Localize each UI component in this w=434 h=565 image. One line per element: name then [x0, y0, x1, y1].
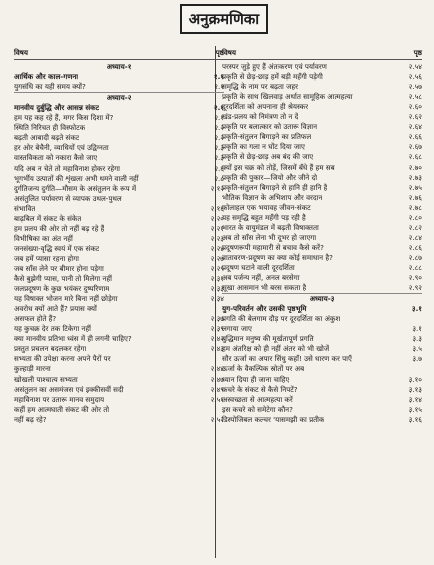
toc-entry: [14, 334, 224, 344]
entry-page: २.३३: [210, 284, 224, 294]
toc-entry: [222, 102, 422, 112]
toc-entry: [14, 274, 224, 284]
entry-page: २.४२: [210, 334, 224, 344]
toc-entry: [14, 164, 224, 174]
entry-page: २.२७: [210, 253, 224, 263]
entry-page: २.६७: [408, 142, 422, 152]
entry-title: बढ़ती आबादी बढ़ते संकट: [14, 133, 80, 143]
entry-title: प्रकृति से छेड़-छाड़ हमें बड़ी महँगी पड़ेगी: [222, 72, 323, 82]
toc-entry: [222, 62, 422, 72]
chapter-heading: [222, 294, 422, 304]
entry-title: वास्तविकता को नकारा कैसे जाए: [14, 153, 98, 163]
toc-entry: [222, 233, 422, 243]
toc-entry: [14, 133, 224, 143]
entry-title: जब साँस लेने पर बीमार होना पड़ेगा: [14, 263, 104, 273]
entry-page: २.३१: [210, 274, 224, 284]
toc-entry: [222, 152, 422, 162]
entry-page: २.७५: [408, 182, 422, 192]
entry-title: कोलाहल एक भयावह जीवन-संकट: [222, 202, 311, 212]
entry-page: २.६६: [408, 132, 422, 142]
entry-page: २.६: [214, 163, 224, 173]
entry-title: अब पर्जन्य नहीं, अनल बरसेगा: [222, 273, 300, 283]
entry-page: २.४४: [210, 364, 224, 374]
entry-title: यह समृद्धि बहुत महँगी पड़ रही है: [222, 212, 306, 222]
entry-title: स्थिति निरिचत ही विस्फोटक: [14, 123, 86, 133]
entry-title: प्रकृति के साथ खिलवाड़ अर्थात सामूहिक आत्महत्या: [222, 92, 353, 102]
entry-page: २.२४: [210, 243, 224, 253]
toc-entry: [14, 375, 224, 385]
entry-page: २.८०: [408, 212, 422, 222]
entry-title: क्यों इस चक्र को तोड़ें, जिसमें बँधे हैं हम सब: [222, 162, 335, 172]
entry-page: २.३: [214, 143, 224, 153]
toc-entry: [14, 194, 224, 204]
entry-page: २.१: [214, 113, 224, 123]
toc-entry: [222, 173, 422, 183]
entry-title: अवरोध क्यों आते हैं? प्रयास क्यों: [14, 304, 97, 314]
toc-entry: [222, 324, 422, 334]
entry-title: भौतिक विज्ञान के अभिशाप और वरदान: [222, 192, 323, 202]
entry-page: [419, 364, 422, 374]
entry-page: २.९२: [408, 283, 422, 293]
toc-entry: [14, 405, 224, 415]
entry-title: महाविनाश पर उतारू मानव समुदाय: [14, 394, 105, 404]
entry-title: प्रकृति से छेड़-छाड़ अब बंद की जाए: [222, 152, 314, 162]
entry-title: भूगर्भीय उत्पातों की शृंखला अभी थमने वाली नहीं: [14, 173, 139, 183]
entry-page: २.३९: [210, 324, 224, 334]
toc-entry: [14, 103, 224, 113]
entry-page: २.२३: [210, 233, 224, 243]
entry-title: कचरे के संकट से कैसे निपटें?: [222, 384, 298, 394]
toc-entry: [222, 122, 422, 132]
entry-page: २.२१: [210, 223, 224, 233]
page-title: अनुक्रमणिका: [180, 4, 268, 34]
entry-title: डिस्पोजिबल कल्चर 'यासमझी का प्रतीक: [222, 414, 325, 424]
toc-entry: [14, 254, 224, 264]
toc-entry: [222, 283, 422, 294]
entry-page: २.२०: [210, 213, 224, 223]
toc-entry: [14, 72, 224, 82]
entry-page: २.८४: [408, 232, 422, 242]
toc-entry: [222, 183, 422, 193]
entry-title: युगसंधि का यही समय क्यों?: [14, 82, 86, 92]
entry-page: ३.५: [412, 344, 422, 354]
toc-entry: [14, 324, 224, 334]
entry-title: कुल्हाड़ी मारना: [14, 364, 51, 374]
toc-right-column: [222, 48, 422, 425]
page-header: पृष्ठ: [215, 48, 224, 57]
toc-entry: [14, 364, 224, 374]
toc-entry: [14, 244, 224, 254]
toc-entry: [14, 314, 224, 324]
subject-header: विषय: [222, 48, 236, 57]
toc-entry: [14, 344, 224, 354]
entry-title: खंड-प्रलय को निमंत्रण तो न दें: [222, 112, 299, 122]
entry-page: ३.३: [412, 334, 422, 344]
toc-entry: [222, 142, 422, 152]
entry-page: २.७६: [408, 192, 422, 202]
toc-entry: [14, 184, 224, 194]
toc-entry: [14, 214, 224, 224]
toc-entry: [222, 364, 422, 374]
toc-entry: [222, 354, 422, 364]
entry-page: २.६२: [408, 112, 422, 122]
entry-title: खोखली पाश्चात्य सभ्यता: [14, 374, 78, 384]
entry-title: समृद्धि के नाम पर बढ़ता जहर: [222, 82, 299, 92]
entry-page: ३.१४: [408, 394, 422, 404]
toc-entry: [14, 284, 224, 294]
toc-entry: [222, 92, 422, 102]
entry-page: २.४७: [210, 374, 224, 384]
toc-entry: [222, 203, 422, 213]
entry-title: ध्यान दिया ही जाना चाहिए: [222, 374, 290, 384]
toc-entry: [222, 223, 422, 233]
entry-title: सौर ऊर्जा का अपार सिंधु कहाँ! उसे धारण कर पाएँ: [222, 354, 352, 364]
entry-title: यह कुचक्र देर तक टिकेगा नहीं: [14, 324, 91, 334]
entry-page: ३.१६: [408, 414, 422, 424]
entry-title: भारत के वायुमंडल में बढ़ती विषाक्तता: [222, 222, 319, 232]
entry-title: बाढ़बिल में संकट के संकेत: [14, 213, 82, 223]
toc-entry: [222, 344, 422, 354]
toc-entry: [222, 385, 422, 395]
entry-title: आर्थिक और काल-गणना: [14, 72, 79, 82]
toc-left-column: [14, 48, 224, 425]
entry-page: ३.१३: [408, 384, 422, 394]
entry-page: २.८२: [408, 222, 422, 232]
entry-title: कहीं हम आत्मघाती संकट की ओर तो: [14, 404, 110, 414]
entry-title: नहीं बढ़ रहे?: [14, 414, 47, 424]
toc-entry: [222, 253, 422, 263]
entry-page: २.८८: [408, 262, 422, 272]
entry-title: दुर्गतिजन्य दुर्गति—मौसम के असंतुलन के रूप में: [14, 183, 137, 193]
entry-page: २.५२: [210, 414, 224, 424]
entry-page: २.३४: [210, 294, 224, 304]
toc-entry: [14, 224, 224, 234]
toc-entry: [222, 273, 422, 283]
entry-title: वातावरण-प्रदूषण का क्या कोई समाधान है?: [222, 252, 333, 262]
entry-title: लगाया जाए: [222, 324, 252, 334]
entry-title: प्रकृति की पुकार—जियो और जीने दो: [222, 172, 318, 182]
toc-entry: [14, 395, 224, 405]
toc-entry: [222, 263, 422, 273]
entry-page: २.६८: [408, 152, 422, 162]
entry-page: २.५१: [210, 394, 224, 404]
entry-page: २.५६: [408, 72, 422, 82]
entry-page: ३.७: [412, 354, 422, 364]
entry-title: ऊर्जा के वैकल्पिक स्रोतों पर अब: [222, 364, 305, 374]
entry-page: ३.१५: [408, 404, 422, 414]
entry-page: ३.१: [412, 324, 422, 334]
toc-entry: [14, 264, 224, 274]
entry-title: हर ओर बेचैनी, व्याधियों एवं उद्विग्नता: [14, 143, 109, 153]
right-column-header: [222, 48, 422, 60]
entry-page: २.१६: [210, 203, 224, 213]
entry-page: २.६४: [408, 122, 422, 132]
entry-title: प्रकृति का गला न घोंट दिया जाए: [222, 142, 305, 152]
entry-page: २.९०: [408, 273, 422, 283]
entry-page: २.५७: [408, 82, 422, 92]
entry-title: यदि अब न चेते तो महाविनाश होकर रहेगा: [14, 163, 121, 173]
toc-entry: [14, 113, 224, 123]
entry-title: जब हमें प्यासा रहना होगा: [14, 253, 79, 263]
entry-page: २.७०: [408, 162, 422, 172]
entry-page: २.१: [213, 103, 224, 113]
page-header: पृष्ठ: [413, 48, 422, 57]
entry-title: जलप्रदूषण के कुछ भयंकर दुष्परिणाम: [14, 284, 110, 294]
entry-title: असफल होते हैं?: [14, 314, 57, 324]
chapter-heading: [14, 93, 224, 103]
toc-entry: [14, 204, 224, 214]
toc-entry: [14, 123, 224, 133]
entry-page: २.४९: [210, 384, 224, 394]
toc-entry: [222, 72, 422, 82]
toc-entry: [14, 153, 224, 163]
toc-entry: [14, 143, 224, 153]
entry-page: २.३७: [210, 314, 224, 324]
entry-page: २.४३: [210, 344, 224, 354]
entry-page: २.८७: [408, 252, 422, 262]
entry-title: प्रकृति-संतुलन बिगाड़ने से हानि ही हानि है: [222, 182, 328, 192]
entry-title: दूरदर्शिता को अपनाना ही श्रेयस्कर: [222, 102, 309, 112]
toc-entry: [14, 354, 224, 364]
entry-title: यह विषाक्त भोजन मारे बिना नहीं छोड़ेगा: [14, 294, 118, 304]
entry-page: २.५८: [408, 92, 422, 102]
entry-title: अध्याय-१: [106, 62, 132, 72]
entry-page: २.६०: [408, 102, 422, 112]
entry-page: २.८६: [408, 242, 422, 252]
entry-page: [419, 314, 422, 324]
toc-entry: [222, 375, 422, 385]
toc-entry: [222, 132, 422, 142]
toc-entry: [14, 82, 224, 93]
entry-page: १.१: [213, 72, 224, 82]
entry-title: प्रकृति पर बलात्कार को उतारू विज्ञान: [222, 122, 318, 132]
entry-page: २.१२: [210, 183, 224, 193]
entry-title: हम अंतरिक्ष को ही नहीं अंतर को भी खोजें: [222, 344, 330, 354]
entry-title: हम यह कह रहे हैं, मगर किस दिशा में?: [14, 113, 114, 123]
chapter-heading: [14, 62, 224, 72]
entry-title: युग-परिवर्तन और उसकी पृष्ठभूमि: [222, 304, 307, 314]
toc-entry: [222, 395, 422, 405]
toc-entry: [222, 304, 422, 314]
entry-title: हम प्रलय की ओर तो नहीं बढ़ रहे हैं: [14, 223, 105, 233]
entry-title: सभ्यता की उपेक्षा करना अपने पैरों पर: [14, 354, 111, 364]
entry-title: प्रदूषण घटाने वाली दूरदर्शिता: [222, 262, 295, 272]
entry-title: संभावित: [14, 203, 36, 213]
toc-entry: [222, 405, 422, 415]
toc-entry: [222, 415, 422, 425]
entry-title: असंतुलित पर्यावरण से व्यापक उथल-पुथल: [14, 193, 122, 203]
entry-page: २.८: [214, 173, 224, 183]
toc-entry: [222, 163, 422, 173]
left-column-header: [14, 48, 224, 60]
subject-header: विषय: [14, 48, 28, 57]
entry-page: २.२: [214, 133, 224, 143]
entry-title: अध्याय-३: [309, 294, 335, 304]
entry-page: २.७३: [408, 172, 422, 182]
entry-title: क्या मानवीय प्रतिभा ध्वंस में ही लगनी चाहिए?: [14, 334, 132, 344]
toc-entry: [14, 294, 224, 304]
toc-entry: [222, 314, 422, 324]
entry-title: असंतुलन का असमंजस एवं इक्कीसवीं सदी: [14, 384, 124, 394]
entry-page: १.१: [214, 82, 224, 92]
toc-entry: [222, 193, 422, 203]
toc-entry: [222, 243, 422, 253]
entry-title: मानवीय दुर्बुद्धि और आसन्न संकट: [14, 103, 100, 113]
entry-title: अस्वच्छता से आत्महत्या करें: [222, 394, 293, 404]
toc-entry: [14, 415, 224, 425]
entry-title: प्रदूषणरूपी महामारी से बचाव कैसे करें?: [222, 242, 324, 252]
entry-title: अब तो साँस लेना भी दूभर हो जाएगा: [222, 232, 317, 242]
toc-entry: [14, 385, 224, 395]
toc-entry: [14, 174, 224, 184]
toc-entry: [222, 213, 422, 223]
entry-page: २.७८: [408, 202, 422, 212]
entry-title: जनसंख्या-वृद्धि स्वयं में एक संकट: [14, 243, 100, 253]
entry-title: सूखा आसमान भी बरस सकता है: [222, 283, 307, 293]
entry-page: ३.१: [411, 304, 422, 314]
entry-page: २.३: [214, 153, 224, 163]
toc-entry: [222, 334, 422, 344]
entry-page: २.२: [214, 123, 224, 133]
entry-title: इस कचरे को समेटेगा कौन?: [222, 404, 293, 414]
entry-title: प्रकृति-संतुलन बिगाड़ने का प्रतिफल: [222, 132, 312, 142]
entry-title: बुद्धिमान मनुष्य की मूर्खतापूर्ण प्रगति: [222, 334, 314, 344]
entry-page: २.२९: [210, 263, 224, 273]
entry-page: २.५४: [408, 62, 422, 72]
toc-entry: [14, 304, 224, 314]
toc-entry: [222, 82, 422, 92]
entry-title: प्रगति की बेलगाम दौड़ पर दूरदर्शिता का अंकुश: [222, 314, 341, 324]
entry-title: प्रस्तुत प्रचलन बदलकर रहेगा: [14, 344, 87, 354]
toc-entry: [222, 112, 422, 122]
toc-entry: [14, 234, 224, 244]
entry-title: अध्याय-२: [106, 93, 132, 103]
entry-page: ३.१०: [408, 374, 422, 384]
entry-title: कैसे बुझेगी प्यास, पानी तो मिलेगा नहीं: [14, 274, 112, 284]
entry-title: विभीषिका का अंत नहीं: [14, 233, 73, 243]
entry-title: परस्पर जुड़े हुए हैं अंतःकरण एवं पर्यावरण: [222, 62, 327, 72]
